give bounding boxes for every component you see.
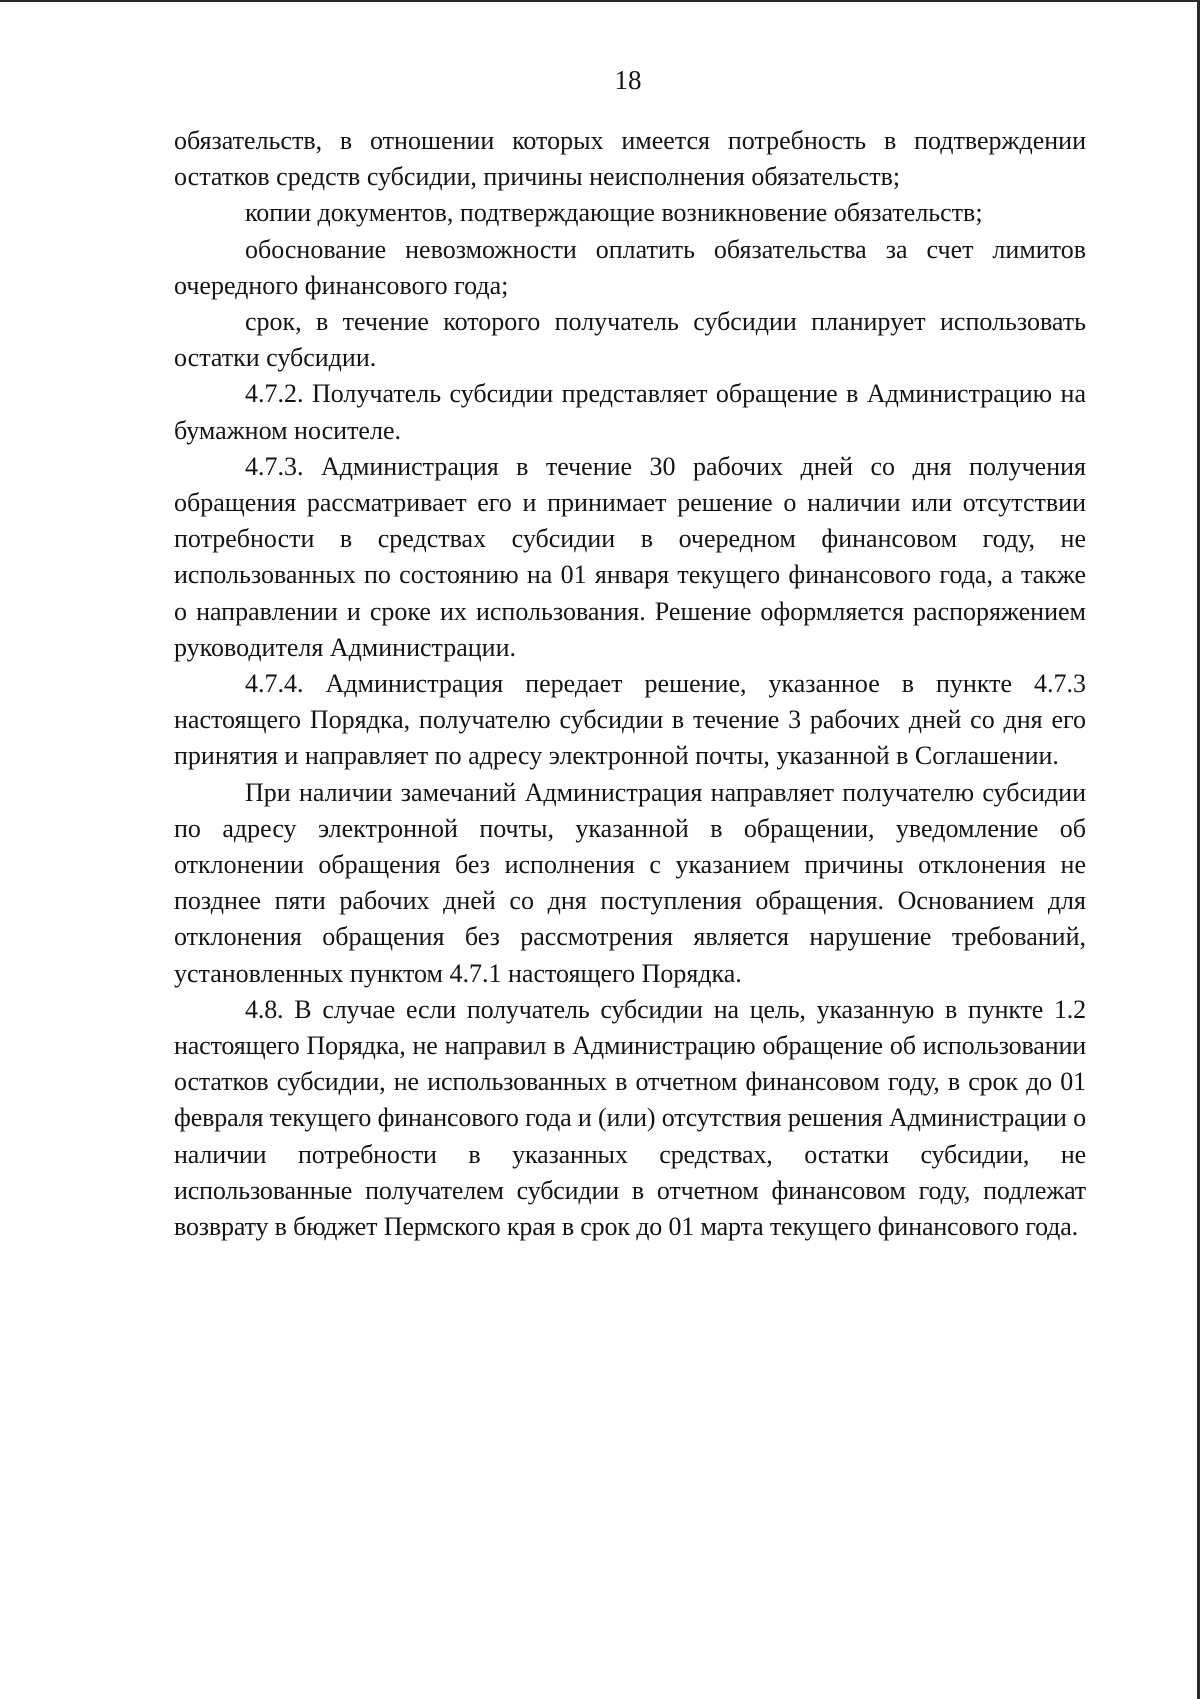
page-number: 18	[614, 65, 642, 95]
paragraph-4-7-4: 4.7.4. Администрация передает решение, указанное в пункте 4.7.3 настоящего Порядка, получателю субсидии в течение 3 рабочих дней со дня его принятия и направляет по адресу электронной почты, указанной в Соглашении.	[174, 669, 1086, 771]
scan-border-top	[0, 0, 1200, 2]
paragraph-document-copies: копии документов, подтверждающие возникновение обязательств;	[245, 198, 983, 228]
paragraph-4-7-3: 4.7.3. Администрация в течение 30 рабочих дней со дня получения обращения рассматривает его и принимает решение о наличии или отсутствии потребности в средствах субсидии в очередном финансовом году, не использованных по состоянию на 01 января текущего финансового года, а также о направлении и сроке их использования. Решение оформляется распоряжением руководителя Администрации.	[174, 451, 1086, 662]
paragraph-4-8: 4.8. В случае если получатель субсидии на цель, указанную в пункте 1.2 настоящего Порядка, не направил в Администрацию обращение об использовании остатков субсидии, не использованных в отчетном финансовом году, в срок до 01 февраля текущего финансового года и (или) отсутствия решения Администрации о наличии потребности в указанных средствах, остатки субсидии, не использованные получателем субсидии в отчетном финансовом году, подлежат возврату в бюджет Пермского края в срок до 01 марта текущего финансового года.	[174, 994, 1086, 1242]
paragraph-justification: обоснование невозможности оплатить обязательства за счет лимитов очередного финансового года;	[174, 234, 1086, 300]
paragraph-obligations-continuation: обязательств, в отношении которых имеется потребность в подтверждении остатков средств субсидии, причины неисполнения обязательств;	[174, 126, 1086, 192]
paragraph-term: срок, в течение которого получатель субсидии планирует использовать остатки субсидии.	[174, 307, 1086, 373]
paragraph-4-7-2: 4.7.2. Получатель субсидии представляет обращение в Администрацию на бумажном носителе.	[174, 379, 1086, 445]
document-body	[174, 123, 1086, 1245]
paragraph-remarks: При наличии замечаний Администрация направляет получателю субсидии по адресу электронной почты, указанной в обращении, уведомление об отклонении обращения без исполнения с указанием причины отклонения не позднее пяти рабочих дней со дня поступления обращения. Основанием для отклонения обращения без рассмотрения является нарушение требований, установленных пунктом 4.7.1 настоящего Порядка.	[174, 777, 1086, 988]
